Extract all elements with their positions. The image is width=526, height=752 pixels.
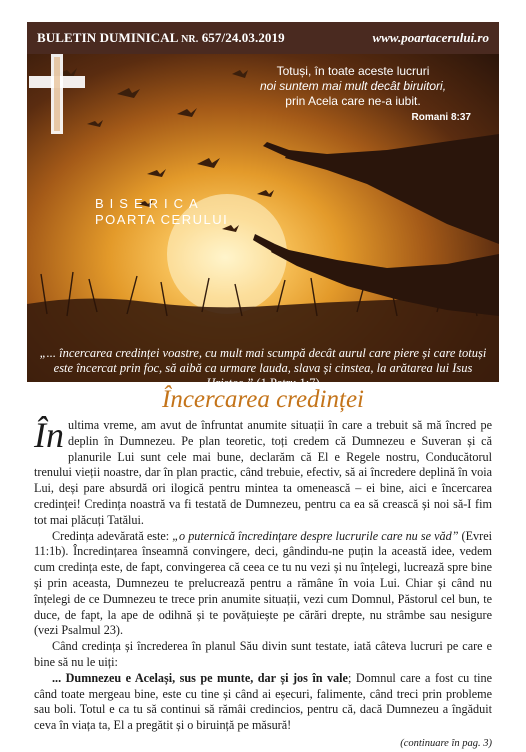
article-title: Încercarea credinței bbox=[162, 386, 364, 413]
continuation-note: (continuare în pag. 3) bbox=[400, 737, 492, 749]
paragraph: Când credința și încrederea în planul Său divin sunt testate, iată câteva lucruri pe care e bine să nu le uiți: bbox=[34, 639, 492, 669]
website-link[interactable]: www.poartacerului.ro bbox=[372, 30, 489, 45]
quote-reference: Romani 8:37 bbox=[411, 112, 471, 123]
paragraph: ... Dumnezeu e Același, sus pe munte, dar și jos în vale; Domnul care a fost cu tine când toate mergeau bine, este cu tine și când ai eșecuri, falimente, când treci prin probleme sau boli. Totul e ca tu să continui să rămâi credincios, pentru că, dacă Dumnezeu a îngăduit ceva în viața ta, El a pregătit și o biruință pe măsură! bbox=[34, 670, 492, 733]
hero-quote: Totuși, în toate aceste lucruri noi suntem mai mult decât biruitori, prin Acela care ne-a iubit. Romani 8:37 bbox=[233, 64, 473, 125]
cross-logo-icon bbox=[27, 54, 87, 134]
verse-caption: „... încercarea credinței voastre, cu mult mai scumpă decât aurul care piere și care totuși este încercat prin foc, să aibă ca urmare lauda, slava și cinstea, la arătarea lui Isus Hristos.” (1 Petru 1:7) bbox=[39, 346, 487, 390]
cover-banner bbox=[27, 22, 499, 390]
hero-image bbox=[27, 54, 499, 390]
header-bar bbox=[27, 22, 499, 54]
article-body bbox=[34, 415, 493, 752]
bulletin-title: BULETIN DUMINICAL NR. 657/24.03.2019 bbox=[37, 30, 285, 45]
church-logo-text: BISERICA POARTA CERULUI bbox=[95, 196, 229, 227]
dropcap: În bbox=[34, 415, 64, 455]
paragraph: În ultima vreme, am avut de înfruntat anumite situații în care a trebuit să mă încred pe deplin în Dumnezeu. Pe plan teoretic, toți credem că Dumnezeu e Suveran și că planurile Lui sunt cele mai bune, declarăm că El e Regele nostru, Conducătorul trenului vieții noastre, dar în plan practic, când trebuie, efectiv, să ai încredere deplină în voia Lui, deși pare absurdă ori ilogică pentru mintea ta omenească – ei bine, aici e încercarea credinței! Credința noastră va fi testată de Dumnezeu, pentru ca ea să crească și noi să-I fim tot mai plăcuți Tatălui. bbox=[34, 415, 492, 527]
paragraph: Credința adevărată este: „o puternică încredințare despre lucrurile care nu se văd” (Evrei 11:1b). Încredințarea înseamnă convingere, deci, gândindu-ne puțin la această idee, vedem cum credința este, de fapt, convingerea că ceea ce tu nu vezi și nu înțelegi, lucrează spre bine și prin aceasta, Dumnezeu te prelucrează pentru a rămâne în voia Lui. Chiar și când nu înțelegi de ce Dumnezeu te trece prin anumite situații, vezi cum Domnul, Păstorul cel bun, te duce, de fapt, la ape de odihnă și te povățuiește pe cărări drepte, nu strâmbe sau nesigure (vezi Psalmul 23). bbox=[34, 528, 493, 638]
